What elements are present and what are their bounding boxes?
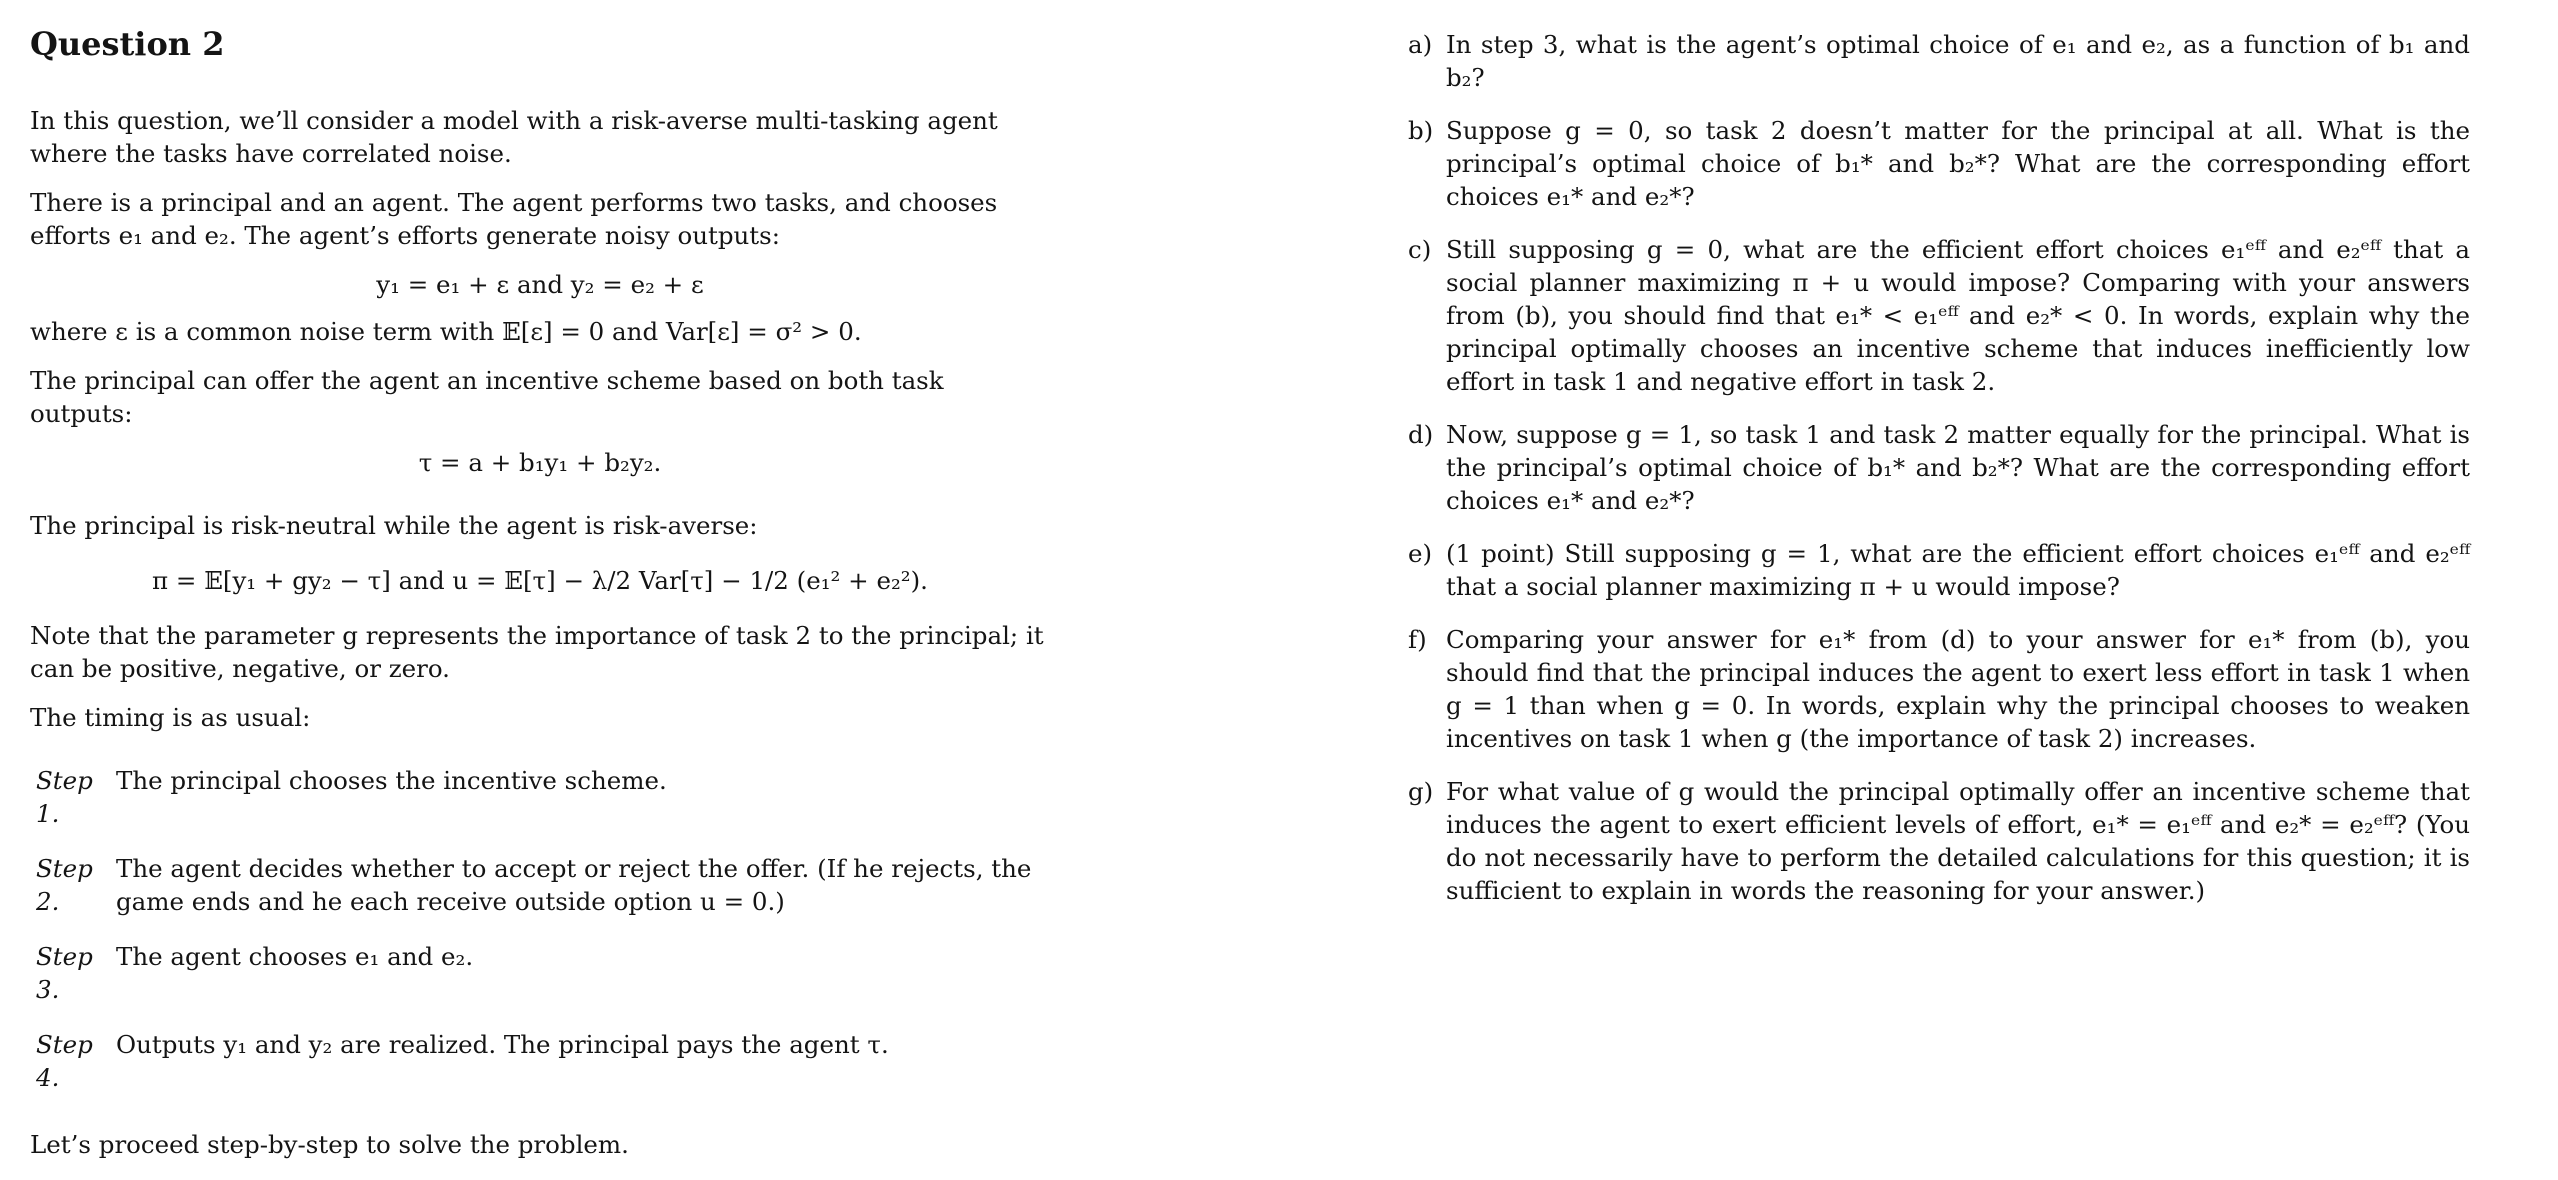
subquestion-letter: a): [1408, 30, 1433, 59]
subquestion-text: Now, suppose g = 1, so task 1 and task 2 matter equally for the principal. What is the principal’s optimal choice of b₁* and b₂*? What are the corresponding effort choices e₁* and e₂*?: [1446, 420, 2470, 515]
risk-paragraph: The principal is risk-neutral while the agent is risk-averse:: [30, 511, 758, 540]
intro-paragraph: In this question, we’ll consider a model with a risk-averse multi-tasking agent where the tasks have correlated noise.: [30, 106, 998, 168]
note-paragraph: Note that the parameter g represents the importance of task 2 to the principal; it can be positive, negative, or zero.: [30, 621, 1044, 683]
subquestion-text: (1 point) Still supposing g = 1, what are the efficient effort choices e₁ᵉᶠᶠ and e₂ᵉᶠᶠ that a social planner maximizing π + u would impose?: [1446, 539, 2470, 601]
subquestion-text: In step 3, what is the agent’s optimal choice of e₁ and e₂, as a function of b₁ and b₂?: [1446, 30, 2470, 92]
subquestion-d: [1408, 418, 2470, 517]
left-column: [30, 22, 1050, 1177]
subquestion-letter: b): [1408, 116, 1434, 145]
subquestion-f: [1408, 623, 2470, 755]
timing-steps: [30, 764, 1050, 1094]
subquestion-c: [1408, 233, 2470, 398]
subquestion-letter: f): [1408, 625, 1427, 654]
subquestion-e: [1408, 537, 2470, 603]
timing-paragraph: The timing is as usual:: [30, 703, 311, 732]
step-label: Step 2.: [36, 854, 93, 916]
subquestion-text: For what value of g would the principal optimally offer an incentive scheme that induces the agent to exert efficient levels of effort, e₁* = e₁ᵉᶠᶠ and e₂* = e₂ᵉᶠᶠ? (You do not necessarily have to perform the detailed calculations for this question; it is sufficient to explain in words the reasoning for your answer.): [1446, 777, 2470, 905]
step-text: The agent decides whether to accept or reject the offer. (If he rejects, the game ends and he each receive outside option u = 0.): [116, 854, 1032, 916]
step-item: [30, 1028, 1050, 1094]
subquestion-text: Suppose g = 0, so task 2 doesn’t matter for the principal at all. What is the principal’s optimal choice of b₁* and b₂*? What are the corresponding effort choices e₁* and e₂*?: [1446, 116, 2470, 211]
noise-paragraph: where ε is a common noise term with 𝔼[ε] = 0 and Var[ε] = σ² > 0.: [30, 317, 862, 346]
step-label: Step 3.: [36, 942, 93, 1004]
outputs-equation: y₁ = e₁ + ε and y₂ = e₂ + ε: [376, 270, 704, 299]
subquestion-text: Still supposing g = 0, what are the efficient effort choices e₁ᵉᶠᶠ and e₂ᵉᶠᶠ that a social planner maximizing π + u would impose? Comparing with your answers from (b), you should find that e₁* < e₁ᵉᶠᶠ and e₂* < 0. In words, explain why the principal optimally chooses an incentive scheme that induces inefficiently low effort in task 1 and negative effort in task 2.: [1446, 235, 2470, 396]
subquestion-letter: e): [1408, 539, 1433, 568]
step-text: The principal chooses the incentive scheme.: [116, 766, 667, 795]
step-label: Step 1.: [36, 766, 93, 828]
setup-paragraph: There is a principal and an agent. The agent performs two tasks, and chooses efforts e₁ and e₂. The agent’s efforts generate noisy outputs:: [30, 188, 998, 250]
step-item: [30, 852, 1050, 918]
payoff-equation: π = 𝔼[y₁ + gy₂ − τ] and u = 𝔼[τ] − λ/2 Var[τ] − 1/2 (e₁² + e₂²).: [152, 566, 928, 595]
question-title: Question 2: [30, 25, 225, 63]
subquestion-b: [1408, 114, 2470, 213]
subquestion-list: [1408, 28, 2470, 907]
subquestion-g: [1408, 775, 2470, 907]
step-text: Outputs y₁ and y₂ are realized. The principal pays the agent τ.: [116, 1030, 889, 1059]
subquestion-letter: d): [1408, 420, 1434, 449]
step-item: [30, 940, 1050, 1006]
step-label: Step 4.: [36, 1030, 93, 1092]
subquestion-a: [1408, 28, 2470, 94]
step-text: The agent chooses e₁ and e₂.: [116, 942, 474, 971]
scheme-equation: τ = a + b₁y₁ + b₂y₂.: [418, 448, 662, 477]
scheme-intro-paragraph: The principal can offer the agent an incentive scheme based on both task outputs:: [30, 366, 944, 428]
step-item: [30, 764, 1050, 830]
right-column: [1408, 28, 2470, 927]
subquestion-letter: c): [1408, 235, 1432, 264]
subquestion-letter: g): [1408, 777, 1434, 806]
subquestion-text: Comparing your answer for e₁* from (d) to your answer for e₁* from (b), you should find that the principal induces the agent to exert less effort in task 1 when g = 1 than when g = 0. In words, explain why the principal chooses to weaken incentives on task 1 when g (the importance of task 2) increases.: [1446, 625, 2470, 753]
closing-paragraph: Let’s proceed step-by-step to solve the problem.: [30, 1130, 629, 1159]
